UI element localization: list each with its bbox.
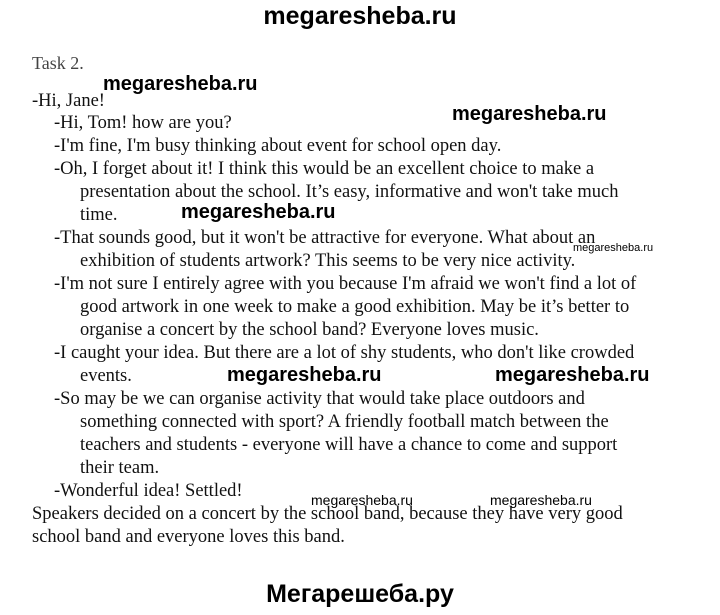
dialogue-line: -So may be we can organise activity that would take place outdoors and: [54, 389, 585, 409]
dialogue-line: exhibition of students artwork? This seems to be very nice activity.: [80, 251, 576, 271]
watermark: megaresheba.ru: [495, 364, 650, 386]
dialogue-line: -I'm not sure I entirely agree with you because I'm afraid we won't find a lot of: [54, 274, 637, 294]
dialogue-line: -Wonderful idea! Settled!: [54, 481, 243, 501]
dialogue-line: school band and everyone loves this band.: [32, 527, 345, 547]
watermark: megaresheba.ru: [103, 73, 258, 95]
dialogue-line: -I caught your idea. But there are a lot of shy students, who don't like crowded: [54, 343, 635, 363]
dialogue-line: -That sounds good, but it won't be attractive for everyone. What about an: [54, 228, 596, 248]
dialogue-line: -Oh, I forget about it! I think this would be an excellent choice to make a: [54, 159, 595, 179]
dialogue-line: their team.: [80, 458, 160, 478]
watermark: megaresheba.ru: [227, 364, 382, 386]
footer-watermark: Мегарешеба.ру: [266, 580, 454, 608]
dialogue-line: good artwork in one week to make a good exhibition. May be it’s better to: [80, 297, 630, 317]
watermark: megaresheba.ru: [452, 103, 607, 125]
dialogue-line: organise a concert by the school band? Everyone loves music.: [80, 320, 539, 340]
watermark: megaresheba.ru: [573, 242, 654, 254]
dialogue-line: something connected with sport? A friendly football match between the: [80, 412, 609, 432]
dialogue-line: events.: [80, 366, 132, 386]
dialogue-line: -Hi, Jane!: [32, 91, 105, 111]
watermark: megaresheba.ru: [490, 492, 592, 508]
watermark: megaresheba.ru: [311, 492, 413, 508]
dialogue-line: presentation about the school. It’s easy, informative and won't take much: [80, 182, 619, 202]
dialogue-line: -Hi, Tom! how are you?: [54, 113, 232, 133]
dialogue-line: time.: [80, 205, 118, 225]
header-watermark: megaresheba.ru: [263, 2, 457, 30]
task-title: Task 2.: [32, 53, 84, 73]
dialogue-line: Speakers decided on a concert by the school band, because they have very good: [32, 504, 623, 524]
dialogue-line: teachers and students - everyone will have a chance to come and support: [80, 435, 618, 455]
dialogue-line: -I'm fine, I'm busy thinking about event for school open day.: [54, 136, 502, 156]
watermark: megaresheba.ru: [181, 201, 336, 223]
